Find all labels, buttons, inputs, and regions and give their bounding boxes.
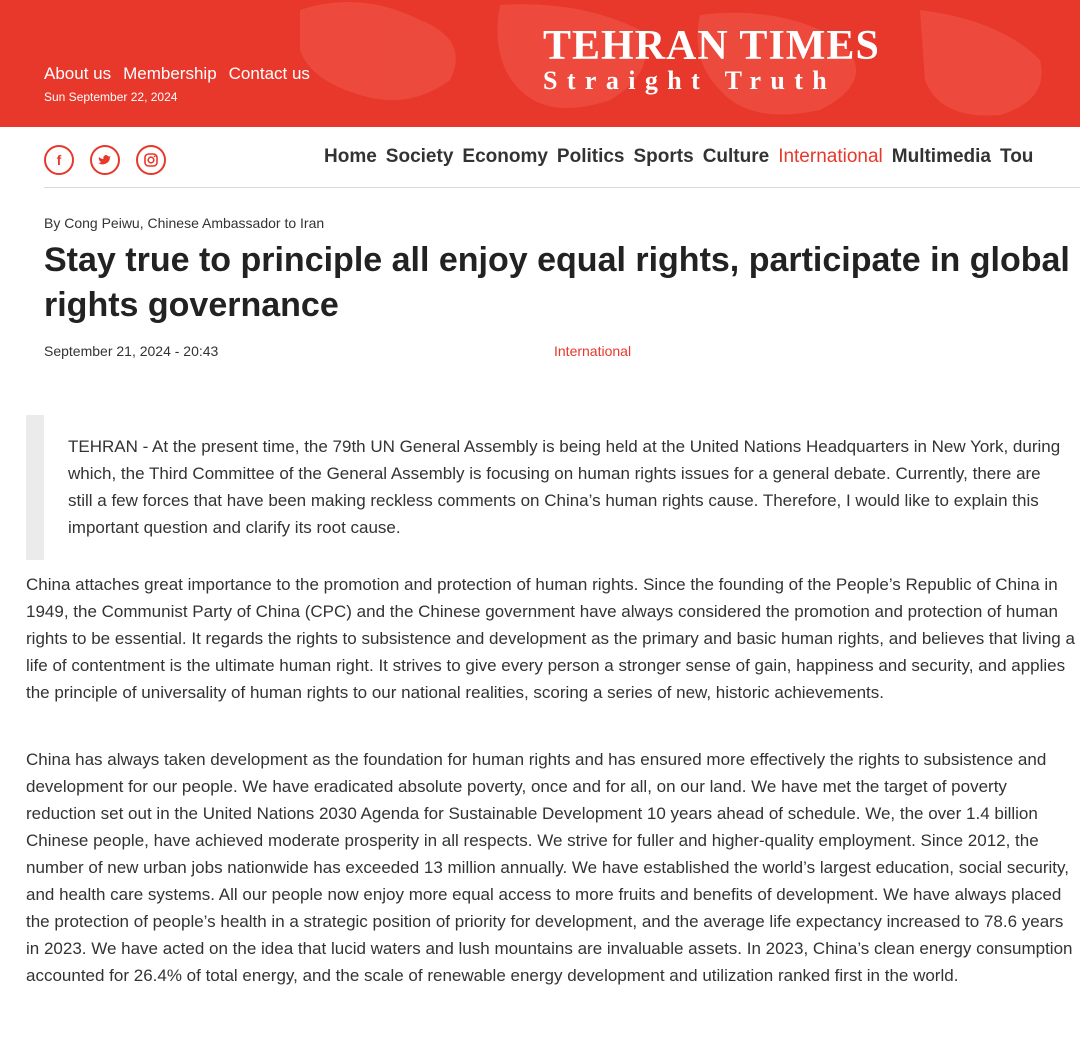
- site-header: [0, 0, 1080, 127]
- nav-culture[interactable]: Culture: [702, 146, 770, 167]
- header-date: Sun September 22, 2024: [44, 90, 178, 104]
- article-paragraph: China attaches great importance to the promotion and protection of human rights. Since the founding of the People’s Republic of China in 1949, the Communist Party of China (CPC) and the Chinese government have always considered the promotion and protection of human rights to be essential. It regards the rights to subsistence and development as the primary and basic human rights, and believes that living a life of contentment is the ultimate human right. It strives to give every person a stronger sense of gain, happiness and security, and applies the principle of universality of human rights to our national realities, scoring a series of new, historic achievements.: [26, 575, 1075, 702]
- nav-economy[interactable]: Economy: [462, 146, 548, 167]
- about-us-link[interactable]: About us: [44, 64, 112, 83]
- article-category[interactable]: International: [554, 343, 632, 359]
- nav-divider: [44, 187, 1080, 188]
- membership-link[interactable]: Membership: [123, 64, 217, 83]
- lead-quote-bar: [26, 415, 44, 560]
- twitter-icon[interactable]: [90, 145, 120, 175]
- article-paragraph: China has always taken development as the foundation for human rights and has ensured more effectively the rights to subsistence and development for our people. We have eradicated absolute poverty, once and for all, on our land. We have met the target of poverty reduction set out in the United Nations 2030 Agenda for Sustainable Development 10 years ahead of schedule. We, the over 1.4 billion Chinese people, have achieved moderate prosperity in all respects. We strive for fuller and higher-quality employment. Since 2012, the number of new urban jobs nationwide has exceeded 13 million annually. We have established the world’s largest education, social security, and health care systems. All our people now enjoy more equal access to more fruits and benefits of development. We have always placed the protection of people’s health in a strategic position of priority for development, and the average life expectancy increased to 78.6 years in 2023. We have acted on the idea that lucid waters and lush mountains are invaluable assets. In 2023, China’s clean energy consumption accounted for 26.4% of total energy, and the scale of renewable energy development and utilization ranked first in the world.: [26, 750, 1073, 985]
- instagram-icon[interactable]: [136, 145, 166, 175]
- nav-multimedia[interactable]: Multimedia: [891, 146, 991, 167]
- article-byline: By Cong Peiwu, Chinese Ambassador to Iran: [44, 215, 325, 231]
- social-links: [44, 145, 166, 175]
- article-lead: TEHRAN - At the present time, the 79th UN General Assembly is being held at the United Nations Headquarters in New York, during which, the Third Committee of the General Assembly is focusing on human rights issues for a general debate. Currently, there are still a few forces that have been making reckless comments on China’s human rights cause. Therefore, I would like to explain this important question and clarify its root cause.: [68, 437, 1061, 537]
- nav-politics[interactable]: Politics: [556, 146, 625, 167]
- site-logo[interactable]: [543, 24, 880, 94]
- nav-society[interactable]: Society: [385, 146, 454, 167]
- article-title: Stay true to principle all enjoy equal rights, participate in global rights governance: [44, 241, 1070, 324]
- nav-menu: [324, 146, 1033, 168]
- nav-international[interactable]: International: [778, 146, 883, 167]
- facebook-icon[interactable]: f: [44, 145, 74, 175]
- brand-name: TEHRAN TIMES: [543, 23, 880, 69]
- nav-tourism[interactable]: Tou: [1000, 146, 1034, 167]
- article-timestamp: September 21, 2024 - 20:43: [44, 343, 219, 359]
- main-navigation: [44, 140, 1080, 186]
- contact-us-link[interactable]: Contact us: [228, 64, 310, 83]
- brand-tagline: Straight Truth: [543, 66, 837, 95]
- nav-home[interactable]: Home: [324, 146, 377, 167]
- nav-sports[interactable]: Sports: [633, 146, 694, 167]
